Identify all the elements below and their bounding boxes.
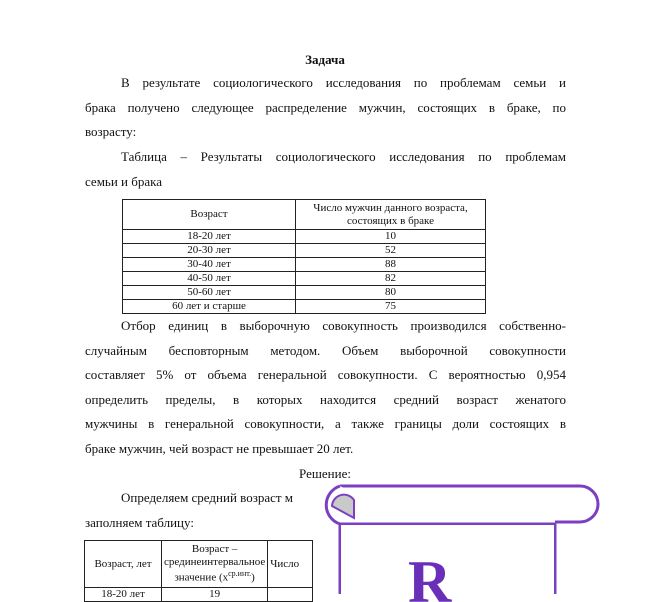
body-line-4: определить пределы, в которых находится средний возраст женатого (85, 391, 566, 407)
intro-line-3: возрасту: (85, 124, 137, 139)
document-title: Задача (305, 52, 345, 67)
cell-age: 18-20 лет (85, 588, 162, 602)
scroll-logo-overlay (318, 484, 598, 602)
table-row (123, 272, 486, 286)
header-count-partial: Число (268, 541, 313, 588)
cell-count: 10 (296, 230, 486, 244)
table-row (123, 244, 486, 258)
cell-age: 20-30 лет (123, 244, 296, 258)
table-row (123, 286, 486, 300)
cell-count: 88 (296, 258, 486, 272)
table-header-row (85, 541, 313, 588)
body-line-1: Отбор единиц в выборочную совокупность производился собственно- (121, 318, 566, 333)
age-distribution-table (122, 199, 486, 314)
body-line-2: случайным бесповторным методом. Объем выборочной совокупности (85, 342, 566, 358)
scroll-letter: R (408, 549, 452, 602)
cell-age: 60 лет и старше (123, 300, 296, 314)
cell-age: 18-20 лет (123, 230, 296, 244)
cell-age: 50-60 лет (123, 286, 296, 300)
cell-count: 52 (296, 244, 486, 258)
cell-count: 75 (296, 300, 486, 314)
table-row (123, 230, 486, 244)
table-row (123, 258, 486, 272)
cell-age: 30-40 лет (123, 258, 296, 272)
body-line-5: мужчины в генеральной совокупности, а также границы доли состоящих в (85, 416, 566, 431)
header-interval-midpoint: Возраст – срединеинтервальное значение $(x^{ср.инт.})$ (162, 541, 268, 588)
solution-line-1: Определяем средний возраст м (121, 490, 294, 505)
caption-line-1: Таблица – Результаты социологического исследования по проблемам (121, 149, 566, 164)
scroll-icon (318, 484, 598, 602)
table-header-row (123, 200, 486, 230)
table-row (85, 588, 313, 602)
cell-age: 40-50 лет (123, 272, 296, 286)
intro-paragraph (85, 71, 566, 145)
body-line-3: составляет 5% от объема генеральной совокупности. С вероятностью 0,954 (85, 367, 566, 382)
table-row (123, 300, 486, 314)
header-count: Число мужчин данного возраста, состоящих в браке (296, 200, 486, 230)
cell-midpoint: 19 (162, 588, 268, 602)
cell-count (268, 588, 313, 602)
caption-line-2: семьи и брака (85, 173, 163, 189)
cell-count: 82 (296, 272, 486, 286)
table-caption (85, 145, 566, 194)
problem-paragraph (85, 314, 566, 461)
solution-heading: Решение: (299, 466, 351, 481)
calculation-table (84, 540, 313, 602)
body-line-6: браке мужчин, чей возраст не превышает 20 лет. (85, 440, 354, 456)
intro-line-2: брака получено следующее распределение мужчин, состоящих в браке, по (85, 99, 566, 115)
solution-line-2: заполняем таблицу: (85, 514, 194, 530)
header-age-years: Возраст, лет (85, 541, 162, 588)
intro-line-1: В результате социологического исследования по проблемам семьи и (121, 75, 566, 90)
cell-count: 80 (296, 286, 486, 300)
header-age: Возраст (123, 200, 296, 230)
